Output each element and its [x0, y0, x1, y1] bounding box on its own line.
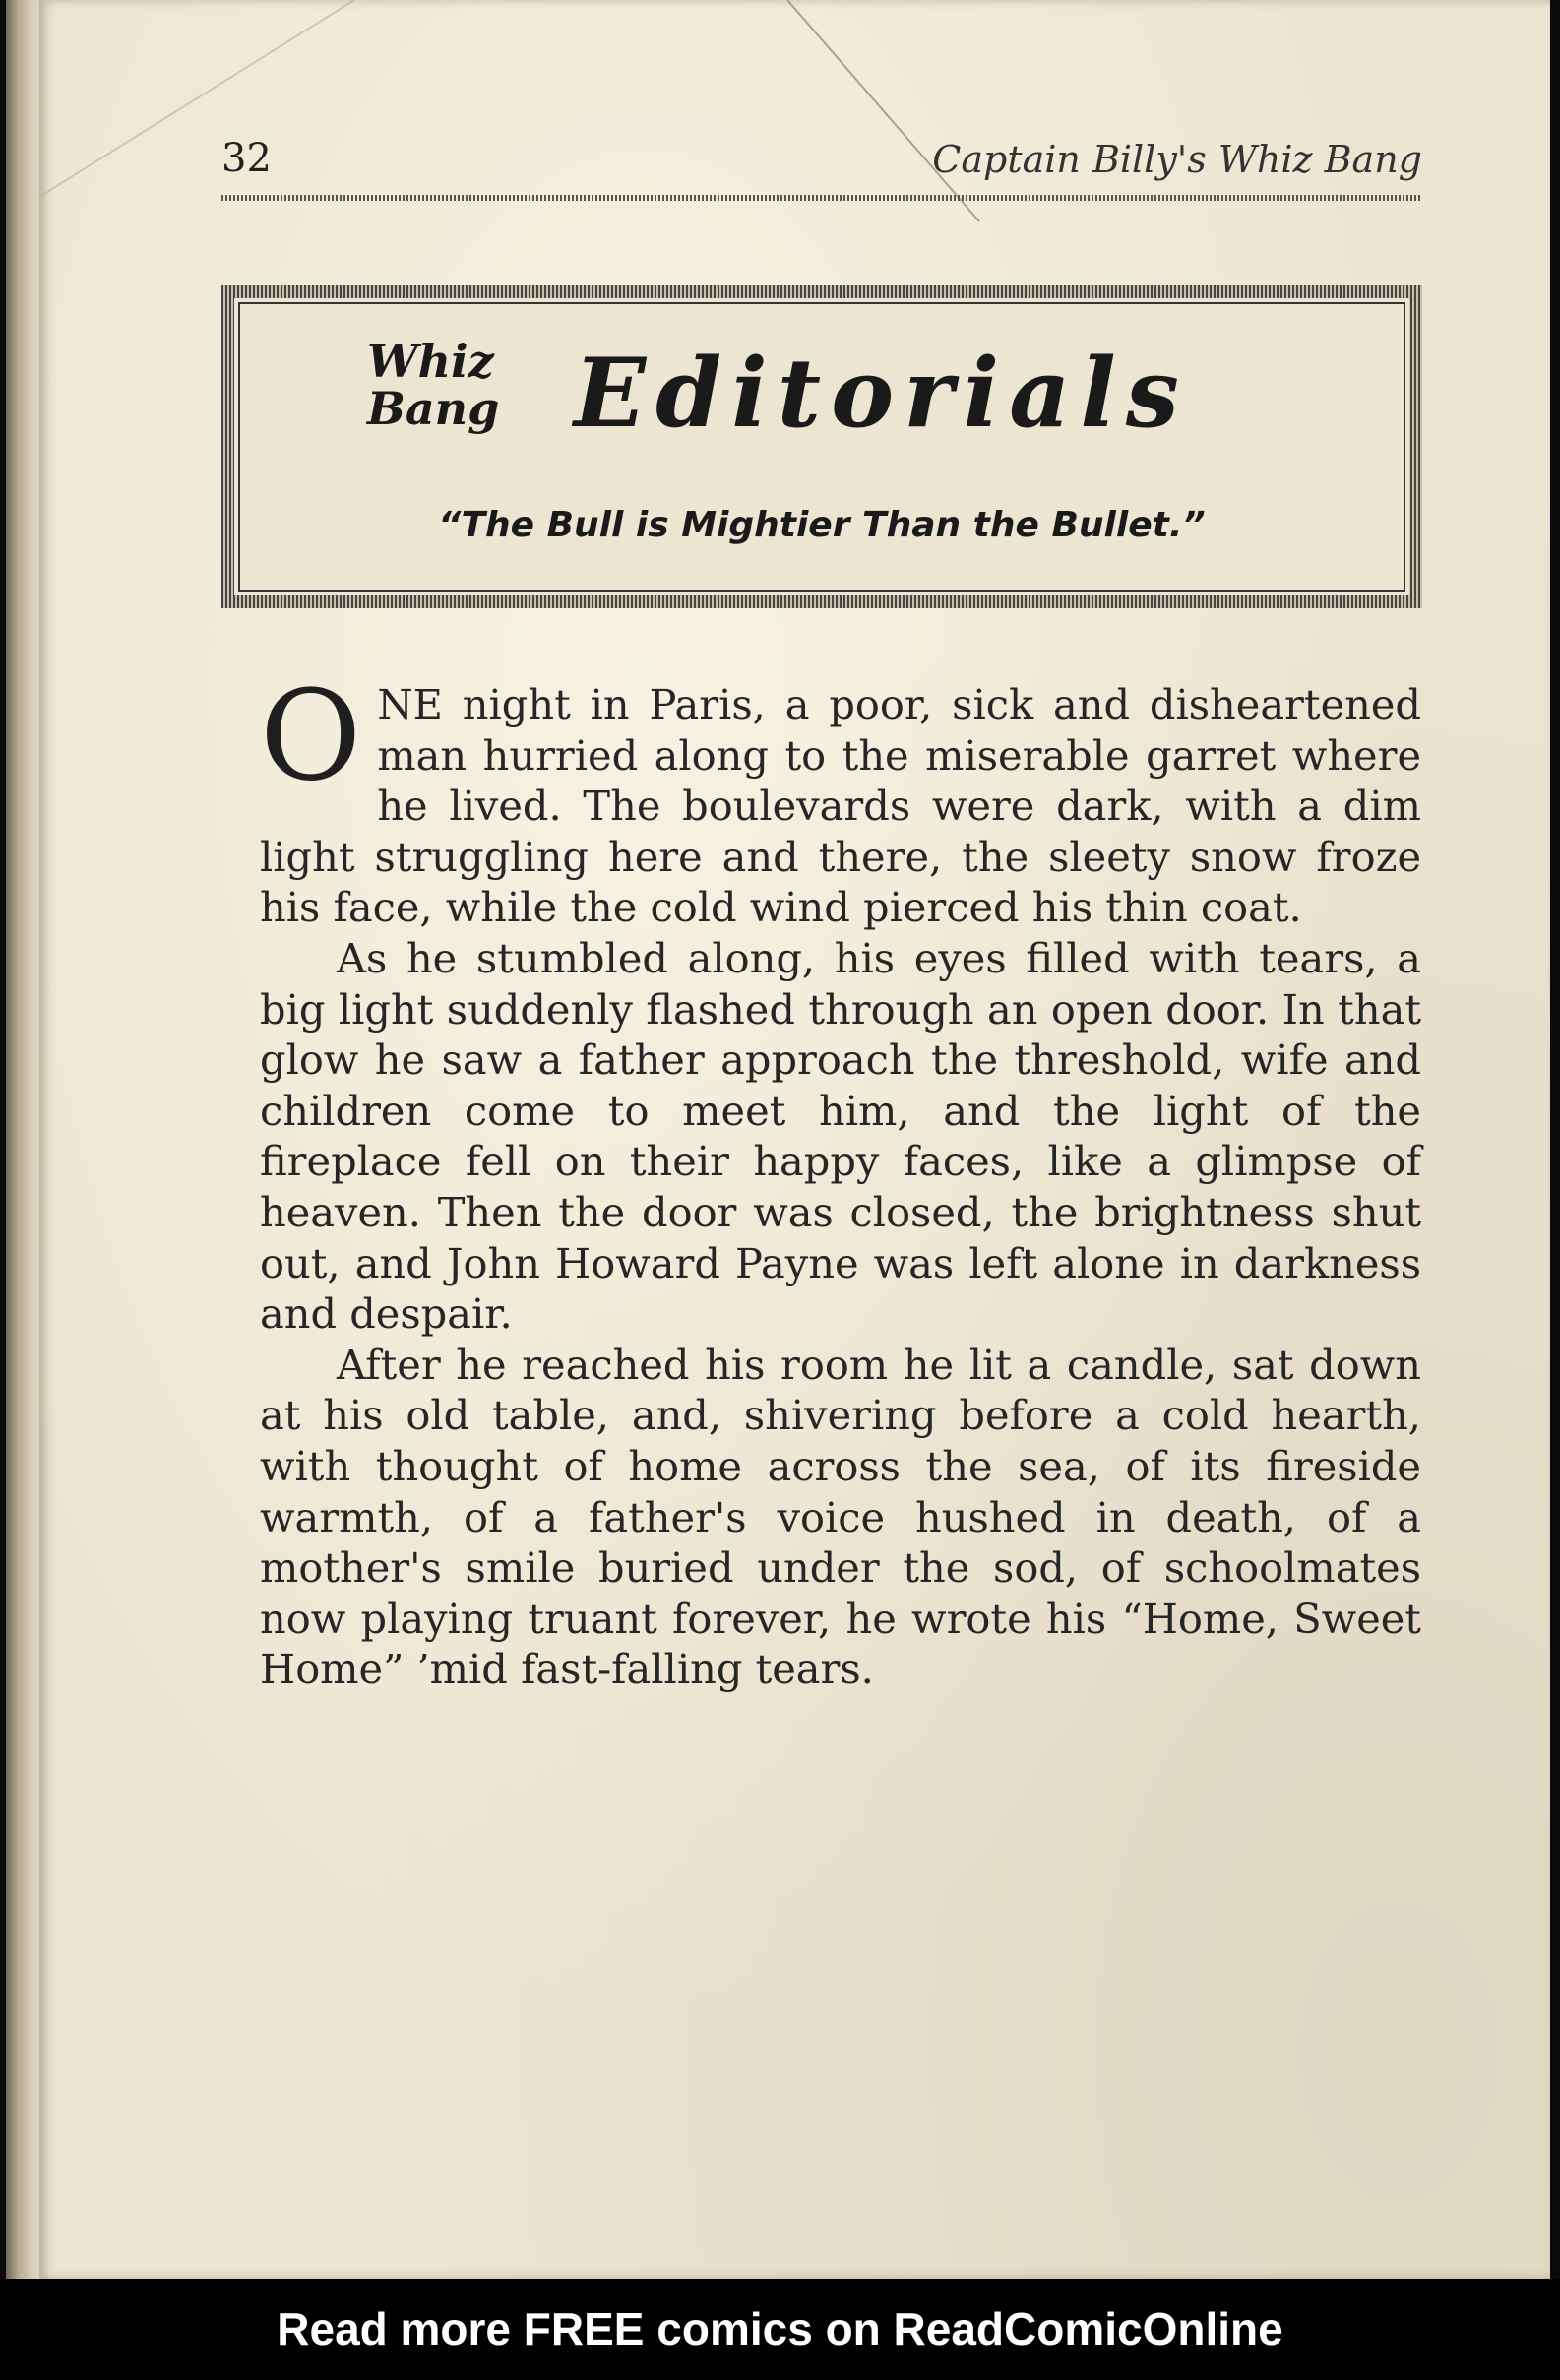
bang-word: Bang	[367, 382, 500, 435]
running-head	[221, 136, 1422, 195]
paragraph-1-text: NE night in Paris, a poor, sick and disheartened man hurried along to the miserable garret where he lived. The boulevards were dark, with a dim light struggling here and there, the sleety snow froze his face, while the cold wind pierced his thin coat.	[260, 680, 1421, 932]
promo-banner[interactable]: Read more FREE comics on ReadComicOnline	[0, 2279, 1560, 2380]
paragraph-3: After he reached his room he lit a candle, sat down at his old table, and, shivering before a cold hearth, with thought of home across the sea, of its fireside warmth, of a father's voice hushed in death, of a mother's smile buried under the sod, of schoolmates now playing truant forever, he wrote his “Home, Sweet Home” ’mid fast-falling tears.	[260, 1340, 1421, 1694]
paragraph-1	[260, 663, 1421, 933]
paragraph-2: As he stumbled along, his eyes filled with tears, a big light suddenly flashed through an open door. In that glow he saw a father approach the threshold, wife and children come to meet him, and the light of the fireplace fell on their happy faces, like a glimpse of heaven. Then the door was closed, the brightness shut out, and John Howard Payne was left alone in darkness and despair.	[260, 933, 1421, 1339]
article-body	[260, 663, 1421, 1695]
motto: “The Bull is Mightier Than the Bullet.”	[438, 505, 1206, 545]
running-title: Captain Billy's Whiz Bang	[932, 138, 1422, 181]
whiz-bang-label	[367, 335, 500, 435]
editorials-banner-box	[221, 285, 1422, 608]
magazine-page	[39, 0, 1550, 2279]
editorials-title: Editorials	[574, 338, 1189, 449]
whiz-word: Whiz	[367, 335, 494, 388]
header-rule	[221, 195, 1422, 201]
page-number: 32	[221, 136, 272, 181]
drop-cap: O	[260, 663, 362, 808]
